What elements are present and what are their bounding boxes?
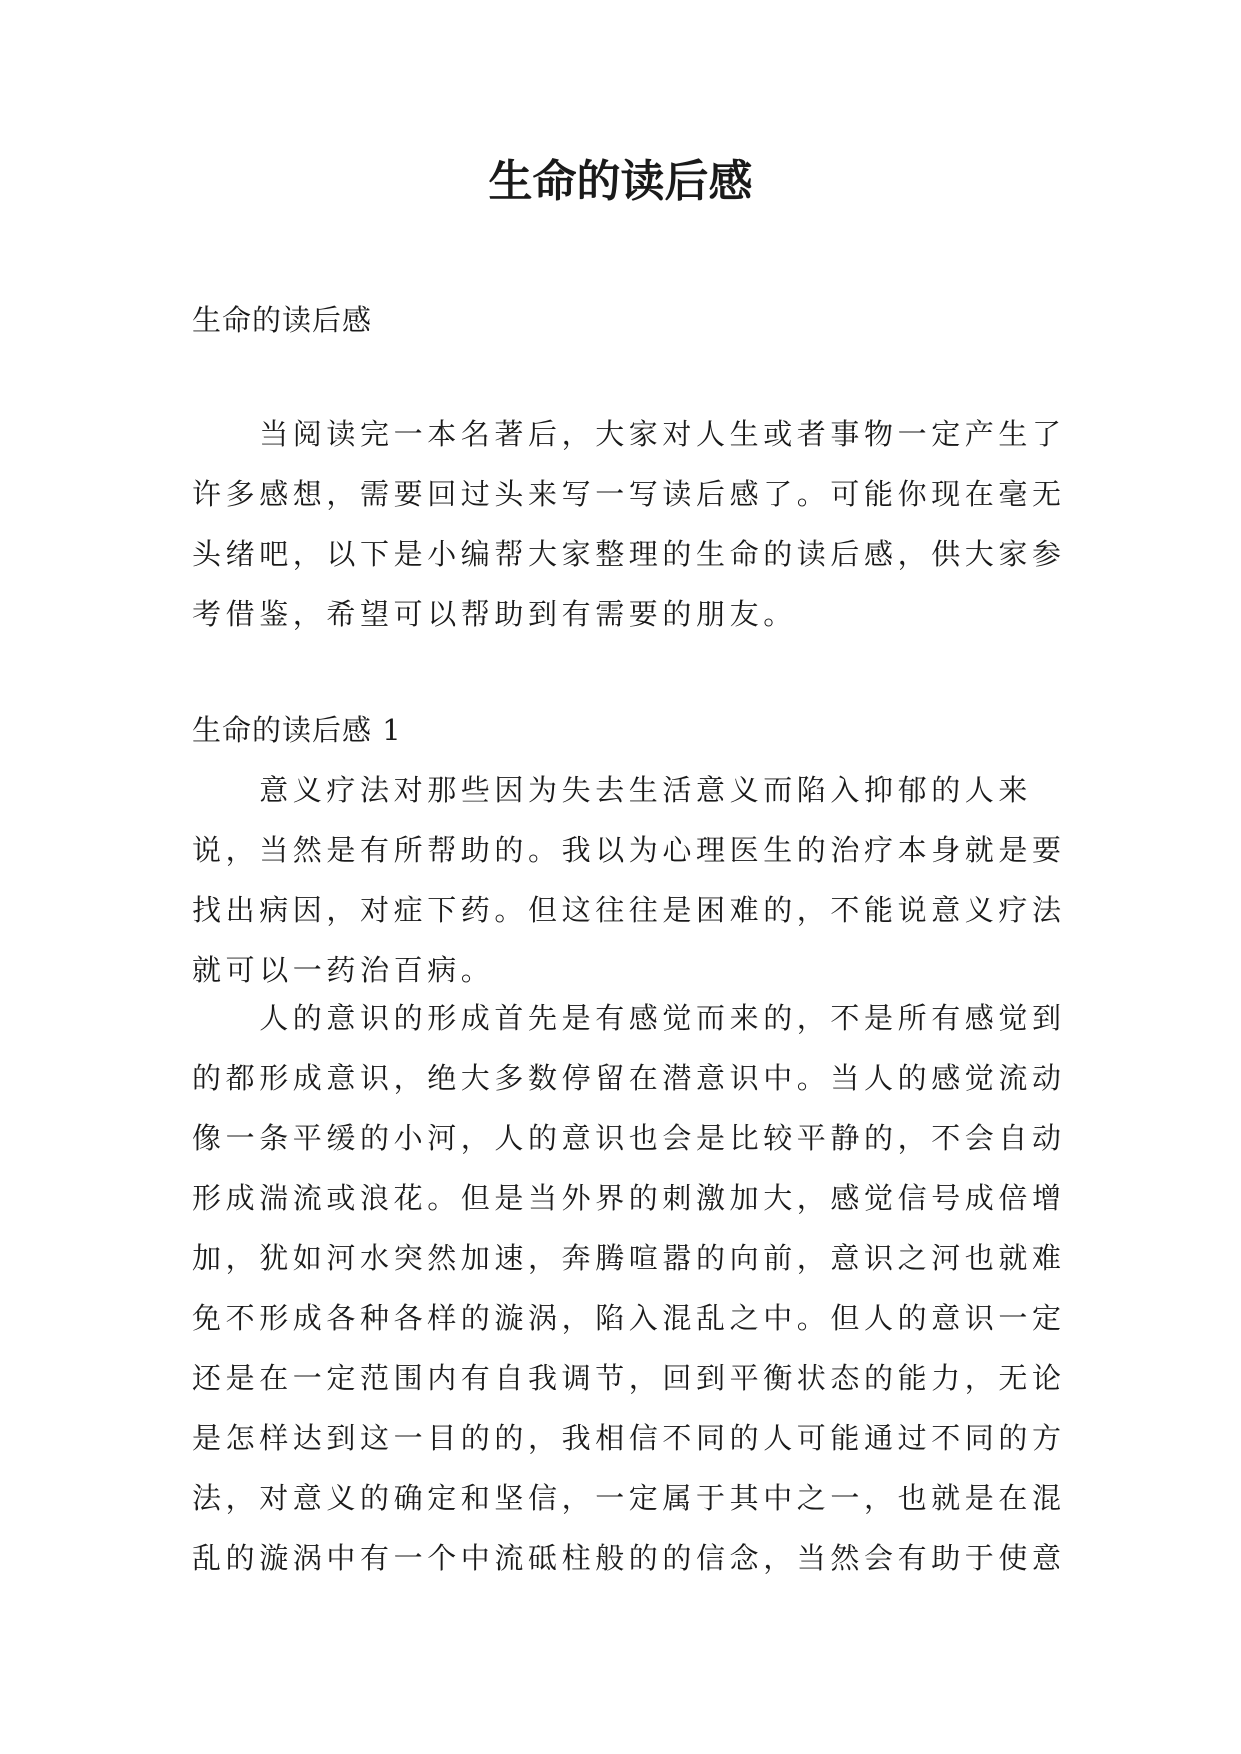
text-line: 像一条平缓的小河，人的意识也会是比较平静的，不会自动	[192, 1121, 1066, 1155]
text-line: 加，犹如河水突然加速，奔腾喧嚣的向前，意识之河也就难	[192, 1241, 1066, 1275]
text-line: 形成湍流或浪花。但是当外界的刺激加大，感觉信号成倍增	[192, 1181, 1066, 1215]
document-title: 生命的读后感	[488, 156, 753, 207]
text-line: 的都形成意识，绝大多数停留在潜意识中。当人的感觉流动	[192, 1061, 1066, 1095]
text-line: 说，当然是有所帮助的。我以为心理医生的治疗本身就是要	[192, 833, 1066, 867]
text-line: 许多感想，需要回过头来写一写读后感了。可能你现在毫无	[192, 477, 1066, 511]
text-line: 找出病因，对症下药。但这往往是困难的，不能说意义疗法	[192, 893, 1066, 927]
section-heading: 生命的读后感 1	[192, 713, 402, 747]
section-paragraph	[192, 988, 1066, 1588]
section-paragraph	[192, 760, 1066, 1000]
text-line: 考借鉴，希望可以帮助到有需要的朋友。	[192, 597, 797, 631]
text-line: 意义疗法对那些因为失去生活意义而陷入抑郁的人来	[192, 773, 1033, 807]
text-line: 乱的漩涡中有一个中流砥柱般的的信念，当然会有助于使意	[192, 1541, 1066, 1575]
text-line: 当阅读完一本名著后，大家对人生或者事物一定产生了	[192, 417, 1066, 451]
text-line: 就可以一药治百病。	[192, 953, 495, 987]
text-line: 头绪吧，以下是小编帮大家整理的生命的读后感，供大家参	[192, 537, 1066, 571]
text-line: 还是在一定范围内有自我调节，回到平衡状态的能力，无论	[192, 1361, 1066, 1395]
text-line: 法，对意义的确定和坚信，一定属于其中之一，也就是在混	[192, 1481, 1066, 1515]
text-line: 是怎样达到这一目的的，我相信不同的人可能通过不同的方	[192, 1421, 1066, 1455]
text-line: 人的意识的形成首先是有感觉而来的，不是所有感觉到	[192, 1001, 1066, 1035]
text-line: 免不形成各种各样的漩涡，陷入混乱之中。但人的意识一定	[192, 1301, 1066, 1335]
document-subtitle: 生命的读后感	[192, 303, 373, 337]
intro-paragraph	[192, 404, 1066, 644]
